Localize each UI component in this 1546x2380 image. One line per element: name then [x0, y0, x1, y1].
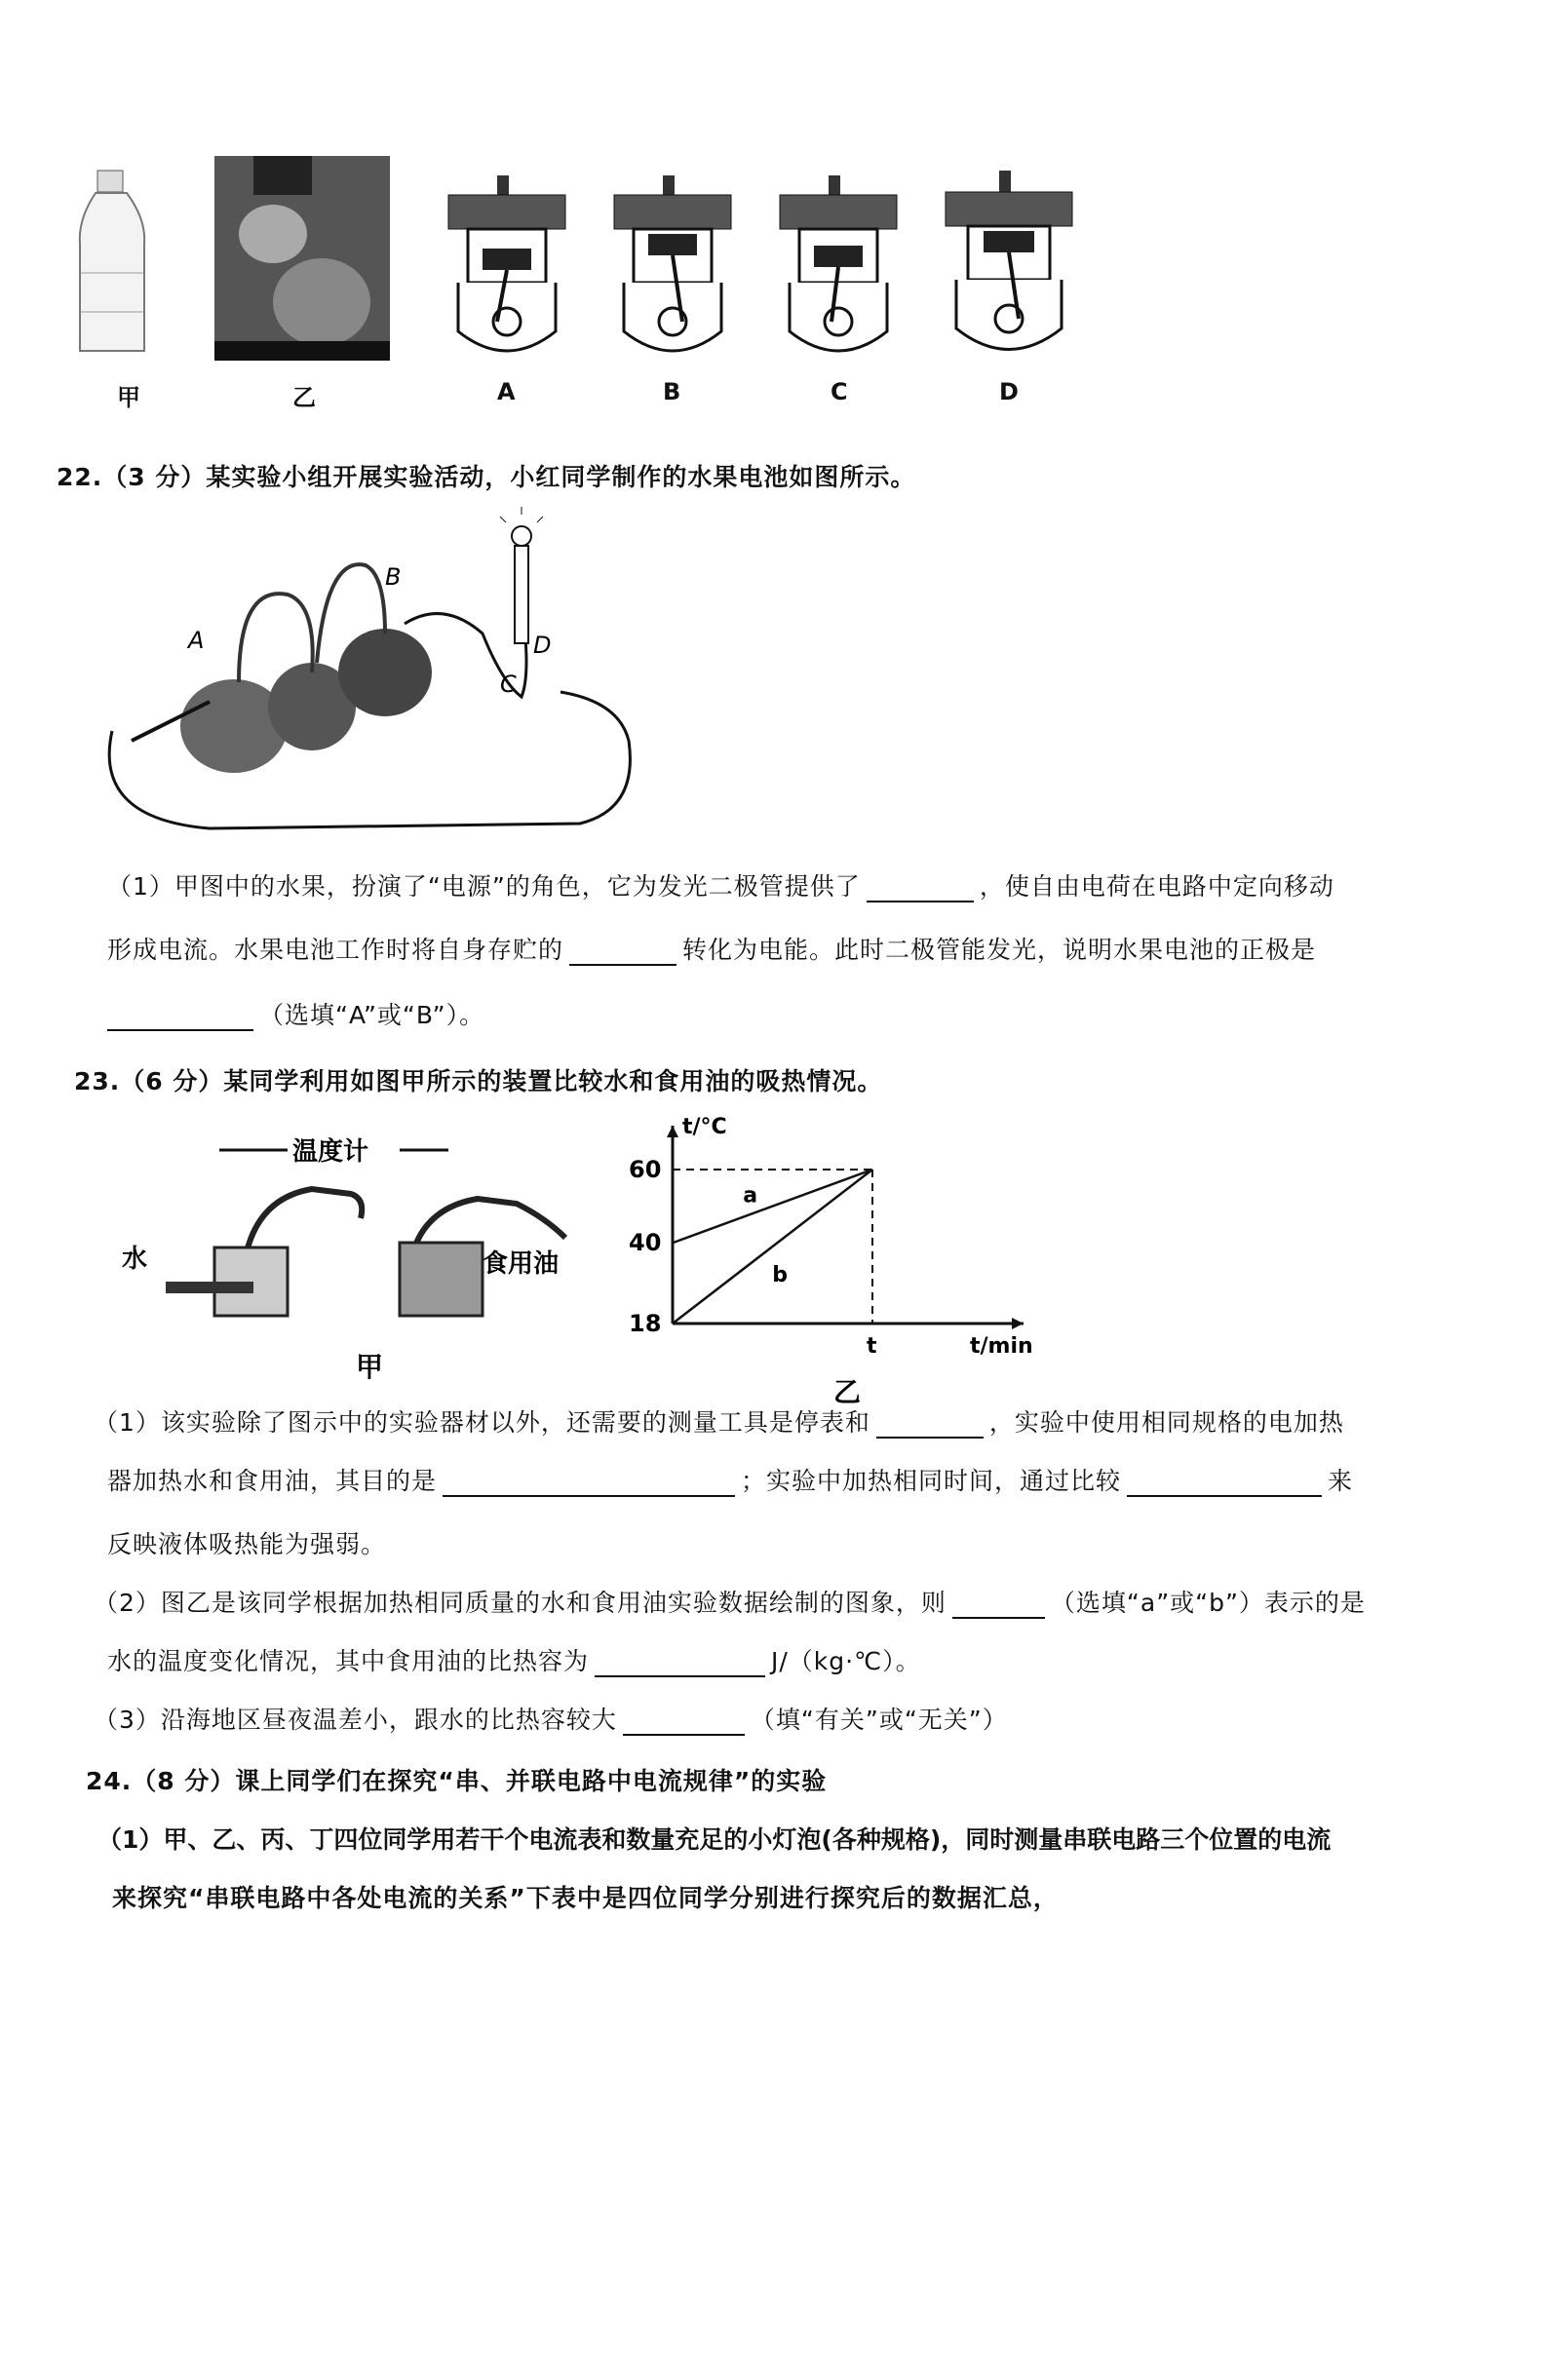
y-tick-label-1: 40 — [629, 1229, 662, 1257]
engine-stroke-b-image — [609, 175, 736, 361]
top-figure-row — [29, 156, 1121, 409]
q23-p3-b: （填“有关”或“无关”） — [750, 1706, 1008, 1734]
fig-caption-jia: 甲 — [356, 1351, 384, 1383]
pressure-bottle-image — [214, 156, 390, 361]
battery-label-a: A — [188, 627, 205, 654]
fig-label-a: A — [497, 378, 516, 405]
engine-stroke-c-image — [775, 175, 902, 361]
y-axis-label: t/°C — [682, 1115, 727, 1139]
q23-p2-line2-b: J/（kg·℃）。 — [771, 1647, 921, 1675]
q23-blank-6[interactable] — [623, 1712, 745, 1736]
x-tick-label-0: t — [867, 1334, 877, 1359]
y-tick-label-2: 60 — [629, 1156, 662, 1183]
q23-p1-line1-a: （1）该实验除了图示中的实验器材以外，还需要的测量工具是停表和 — [94, 1408, 870, 1437]
bottle-image — [58, 166, 166, 361]
series-line-b — [673, 1170, 872, 1324]
q22-line3 — [107, 996, 484, 1031]
series-label-a: a — [743, 1183, 758, 1209]
q22-line2-b: 转化为电能。此时二极管能发光，说明水果电池的正极是 — [682, 936, 1317, 964]
q22-blank-1[interactable] — [867, 879, 974, 902]
q23-p3-a: （3）沿海地区昼夜温差小，跟水的比热容较大 — [94, 1706, 617, 1734]
q23-blank-3[interactable] — [1127, 1474, 1322, 1497]
x-axis-label: t/min — [970, 1334, 1033, 1359]
fig-label-b: B — [663, 378, 681, 405]
q23-p2-line1 — [94, 1584, 1366, 1619]
q22-blank-2[interactable] — [569, 942, 676, 966]
q23-blank-4[interactable] — [952, 1595, 1045, 1619]
q22-line1 — [107, 867, 1334, 902]
q24-heading: 24.（8 分）课上同学们在探究“串、并联电路中电流规律”的实验 — [86, 1767, 828, 1795]
q23-p1-line2 — [107, 1462, 1353, 1497]
q23-p1-line2-b: ；实验中加热相同时间，通过比较 — [741, 1467, 1122, 1495]
q23-p1-line2-a: 器加热水和食用油，其目的是 — [107, 1467, 438, 1495]
engine-stroke-a-image — [444, 175, 570, 361]
q23-blank-1[interactable] — [876, 1415, 984, 1439]
fig-label-jia: 甲 — [117, 384, 140, 411]
q22-line2 — [107, 931, 1316, 966]
q23-p1-line1-b: ，实验中使用相同规格的电加热 — [988, 1408, 1344, 1437]
water-label: 水 — [122, 1245, 148, 1274]
oil-label: 食用油 — [483, 1249, 560, 1279]
engine-stroke-d-image — [941, 171, 1077, 361]
q23-blank-2[interactable] — [443, 1474, 735, 1497]
q24-line2: 来探究“串联电路中各处电流的关系”下表中是四位同学分别进行探究后的数据汇总， — [112, 1884, 1059, 1912]
battery-label-b: B — [385, 563, 402, 591]
q22-blank-3[interactable] — [107, 1008, 253, 1031]
q22-line1-b: ，使自由电荷在电路中定向移动 — [979, 872, 1334, 901]
q23-p2-line2-a: 水的温度变化情况，其中食用油的比热容为 — [107, 1647, 590, 1675]
q23-p1-line2-c: 来 — [1328, 1467, 1354, 1495]
fig-caption-yi: 乙 — [833, 1376, 862, 1403]
q23-p1-line1 — [94, 1403, 1344, 1439]
q23-p3 — [94, 1701, 1008, 1736]
fig-label-c: C — [831, 378, 848, 405]
temperature-time-chart — [614, 1092, 1063, 1403]
fig-label-d: D — [999, 378, 1019, 405]
x-axis-arrow — [1012, 1318, 1024, 1329]
q22-line3-text: （选填“A”或“B”）。 — [259, 1001, 485, 1029]
battery-label-c: C — [500, 671, 517, 698]
q24-line1: （1）甲、乙、丙、丁四位同学用若干个电流表和数量充足的小灯泡(各种规格)，同时测量串联电路三个位置的电流 — [97, 1825, 1332, 1854]
y-tick-label-0: 18 — [629, 1310, 662, 1337]
q23-blank-5[interactable] — [595, 1654, 765, 1677]
q23-p2-line1-a: （2）图乙是该同学根据加热相同质量的水和食用油实验数据绘制的图象，则 — [94, 1589, 947, 1617]
q22-line1-a: （1）甲图中的水果，扮演了“电源”的角色，它为发光二极管提供了 — [107, 872, 861, 901]
series-line-a — [673, 1170, 872, 1243]
q22-heading: 22.（3 分）某实验小组开展实验活动，小红同学制作的水果电池如图所示。 — [57, 463, 916, 491]
heating-apparatus-figure — [107, 1121, 624, 1384]
series-label-b: b — [772, 1262, 788, 1287]
battery-label-d: D — [533, 632, 552, 659]
q23-heading: 23.（6 分）某同学利用如图甲所示的装置比较水和食用油的吸热情况。 — [74, 1067, 883, 1095]
y-axis-arrow — [667, 1126, 678, 1137]
q22-line2-a: 形成电流。水果电池工作时将自身存贮的 — [107, 936, 564, 964]
thermometer-label: 温度计 — [292, 1137, 369, 1167]
fig-label-yi: 乙 — [292, 384, 316, 411]
q23-p2-line2 — [107, 1642, 921, 1677]
q23-p2-line1-b: （选填“a”或“b”）表示的是 — [1050, 1589, 1366, 1617]
q23-p1-line3: 反映液体吸热能为强弱。 — [107, 1530, 387, 1558]
fruit-battery-figure — [93, 507, 638, 838]
